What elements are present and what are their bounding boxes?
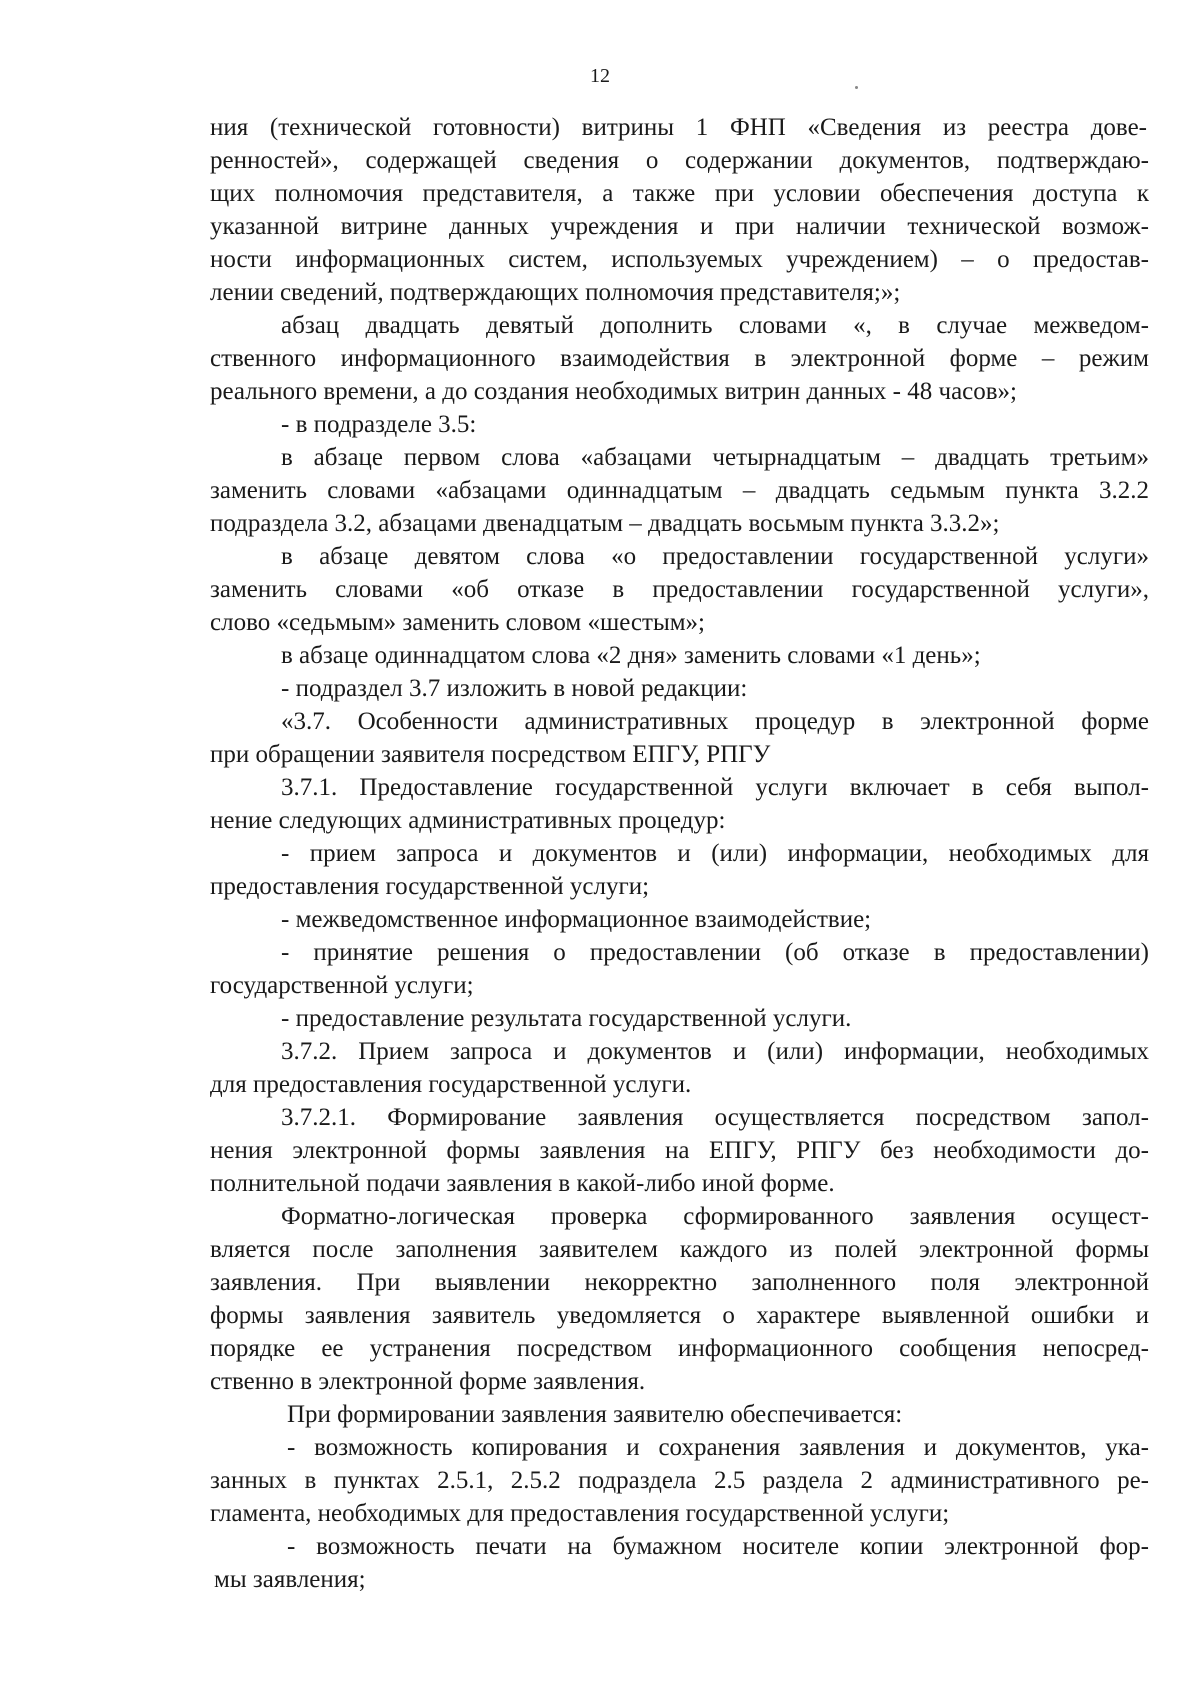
paragraph-line: абзац двадцать девятый дополнить словами «, в случае межведом- [281,312,1149,339]
paragraph-line: нения электронной формы заявления на ЕПГУ, РПГУ без необходимости до- [210,1137,1149,1164]
paragraph-line: ственного информационного взаимодействия в электронной форме – режим [210,345,1149,372]
paragraph-line: вляется после заполнения заявителем каждого из полей электронной формы [210,1236,1149,1263]
paragraph-line: 3.7.2. Прием запроса и документов и (или) информации, необходимых [281,1038,1149,1065]
paragraph-line: При формировании заявления заявителю обеспечивается: [287,1401,903,1428]
paragraph-line: ственно в электронной форме заявления. [210,1368,646,1395]
paragraph-line: гламента, необходимых для предоставления государственной услуги; [210,1500,950,1527]
paragraph-line: слово «седьмым» заменить словом «шестым»; [210,609,706,636]
paragraph-line: в абзаце девятом слова «о предоставлении государственной услуги» [281,543,1149,570]
paragraph-line: порядке ее устранения посредством информационного сообщения непосред- [210,1335,1149,1362]
paragraph-line: формы заявления заявитель уведомляется о характере выявленной ошибки и [210,1302,1149,1329]
page-number: 12 [590,65,610,87]
paragraph-line: - возможность копирования и сохранения заявления и документов, ука- [287,1434,1149,1461]
paragraph-line: указанной витрине данных учреждения и при наличии технической возмож- [210,213,1149,240]
paragraph-line: - прием запроса и документов и (или) информации, необходимых для [281,840,1149,867]
paragraph-line: заменить словами «об отказе в предоставлении государственной услуги», [210,576,1149,603]
paragraph-line: заменить словами «абзацами одиннадцатым – двадцать седьмым пункта 3.2.2 [210,477,1149,504]
paragraph-line: Форматно-логическая проверка сформированного заявления осущест- [281,1203,1149,1230]
paragraph-line: - в подразделе 3.5: [281,411,477,438]
scan-speck [855,86,858,89]
paragraph-line: - межведомственное информационное взаимодействие; [281,906,872,933]
paragraph-line: подраздела 3.2, абзацами двенадцатым – двадцать восьмым пункта 3.3.2»; [210,510,1000,537]
paragraph-line: ренностей», содержащей сведения о содержании документов, подтверждаю- [210,147,1149,174]
paragraph-line: лении сведений, подтверждающих полномочия представителя;»; [210,279,901,306]
paragraph-line: - принятие решения о предоставлении (об отказе в предоставлении) [281,939,1149,966]
paragraph-line: государственной услуги; [210,972,474,999]
paragraph-line: «3.7. Особенности административных процедур в электронной форме [281,708,1149,735]
paragraph-line: занных в пунктах 2.5.1, 2.5.2 подраздела 2.5 раздела 2 административного ре- [210,1467,1149,1494]
paragraph-line: 3.7.1. Предоставление государственной услуги включает в себя выпол- [281,774,1149,801]
paragraph-line: - подраздел 3.7 изложить в новой редакции: [281,675,748,702]
paragraph-line: щих полномочия представителя, а также при условии обеспечения доступа к [210,180,1149,207]
paragraph-line: мы заявления; [214,1566,366,1593]
paragraph-line: - предоставление результата государственной услуги. [281,1005,852,1032]
paragraph-line: полнительной подачи заявления в какой-либо иной форме. [210,1170,835,1197]
paragraph-line: в абзаце первом слова «абзацами четырнадцатым – двадцать третьим» [281,444,1149,471]
paragraph-line: 3.7.2.1. Формирование заявления осуществляется посредством запол- [281,1104,1149,1131]
paragraph-line: для предоставления государственной услуги. [210,1071,692,1098]
paragraph-line: в абзаце одиннадцатом слова «2 дня» заменить словами «1 день»; [281,642,981,669]
paragraph-line: реального времени, а до создания необходимых витрин данных - 48 часов»; [210,378,1018,405]
paragraph-line: при обращении заявителя посредством ЕПГУ, РПГУ [210,741,771,768]
paragraph-line: нение следующих административных процедур: [210,807,726,834]
paragraph-line: заявления. При выявлении некорректно заполненного поля электронной [210,1269,1149,1296]
paragraph-line: ности информационных систем, используемых учреждением) – о предостав- [210,246,1149,273]
paragraph-line: ния (технической готовности) витрины 1 ФНП «Сведения из реестра дове- [210,114,1147,141]
paragraph-line: - возможность печати на бумажном носителе копии электронной фор- [287,1533,1149,1560]
paragraph-line: предоставления государственной услуги; [210,873,650,900]
